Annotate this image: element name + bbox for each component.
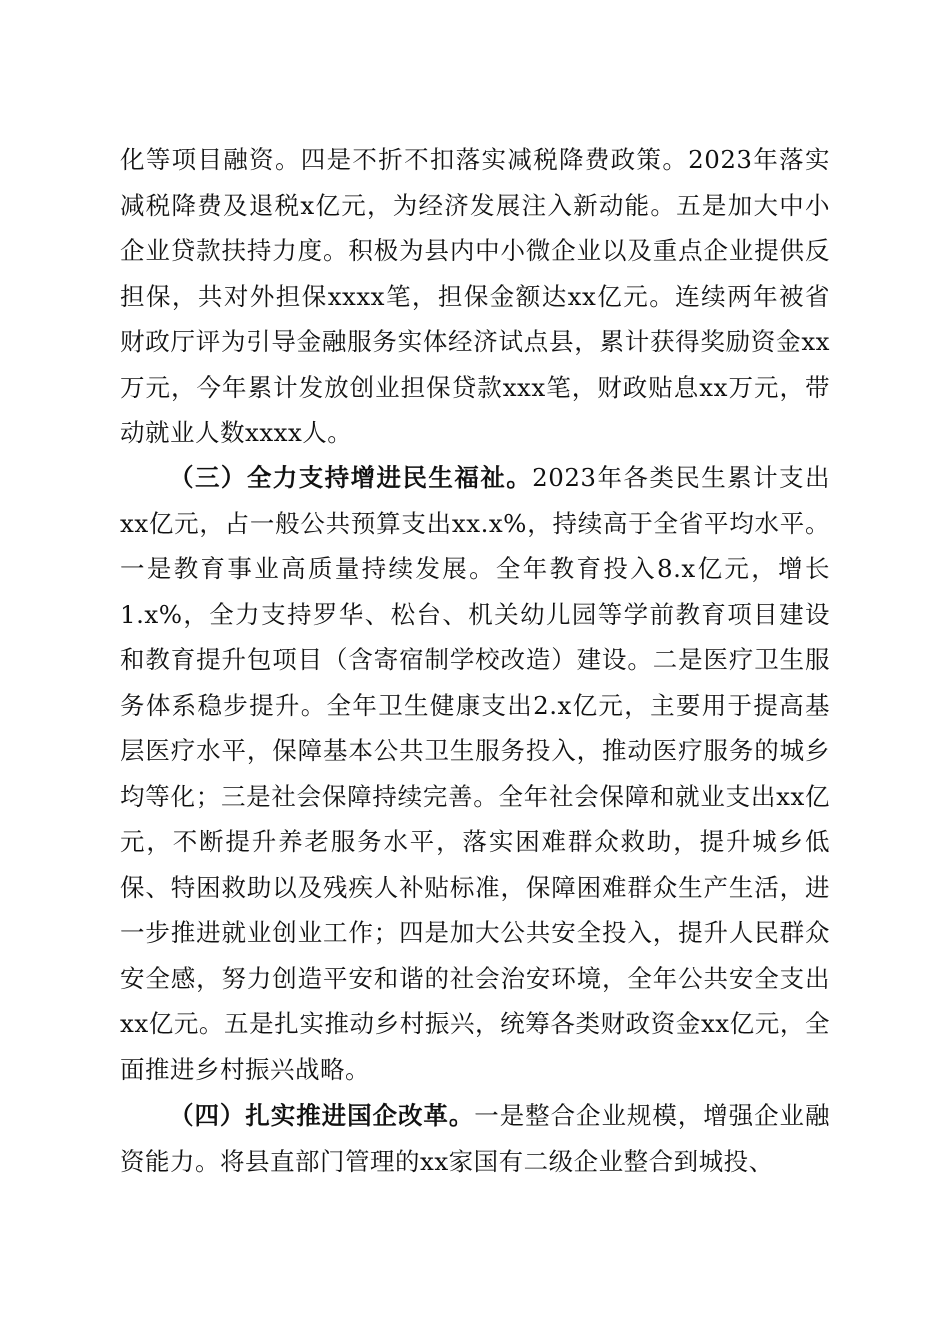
paragraph-body	[120, 1093, 830, 1184]
section-heading: （三）全力支持增进民生福祉。	[169, 463, 533, 492]
section-heading: （四）扎实推进国企改革。	[169, 1101, 475, 1130]
paragraph-text: 化等项目融资。四是不折不扣落实减税降费政策。2023年落实减税降费及退税x亿元，为经济发展注入新动能。五是加大中小企业贷款扶持力度。积极为县内中小微企业以及重点企业提供反担保，共对外担保xxxx笔，担保金额达xx亿元。连续两年被省财政厅评为引导金融服务实体经济试点县，累计获得奖励资金xx万元，今年累计发放创业担保贷款xxx笔，财政贴息xx万元，带动就业人数xxxx人。	[120, 145, 830, 447]
paragraph-text: 一是整合企业规模，增强企业融资能力。将县直部门管理的xx家国有二级企业整合到城投、	[120, 1101, 830, 1176]
paragraph-text: 2023年各类民生累计支出xx亿元，占一般公共预算支出xx.x%，持续高于全省平均水平。一是教育事业高质量持续发展。全年教育投入8.x亿元，增长1.x%，全力支持罗华、松台、机关幼儿园等学前教育项目建设和教育提升包项目（含寄宿制学校改造）建设。二是医疗卫生服务体系稳步提升。全年卫生健康支出2.x亿元，主要用于提高基层医疗水平，保障基本公共卫生服务投入，推动医疗服务的城乡均等化；三是社会保障持续完善。全年社会保障和就业支出xx亿元，不断提升养老服务水平，落实困难群众救助，提升城乡低保、特困救助以及残疾人补贴标准，保障困难群众生产生活，进一步推进就业创业工作；四是加大公共安全投入，提升人民群众安全感，努力创造平安和谐的社会治安环境，全年公共安全支出xx亿元。五是扎实推动乡村振兴，统筹各类财政资金xx亿元，全面推进乡村振兴战略。	[120, 463, 830, 1084]
paragraph-body	[120, 455, 830, 1092]
paragraph-continuation	[120, 137, 830, 456]
paragraph-soe-reform	[120, 1093, 830, 1184]
paragraph-livelihood	[120, 455, 830, 1092]
